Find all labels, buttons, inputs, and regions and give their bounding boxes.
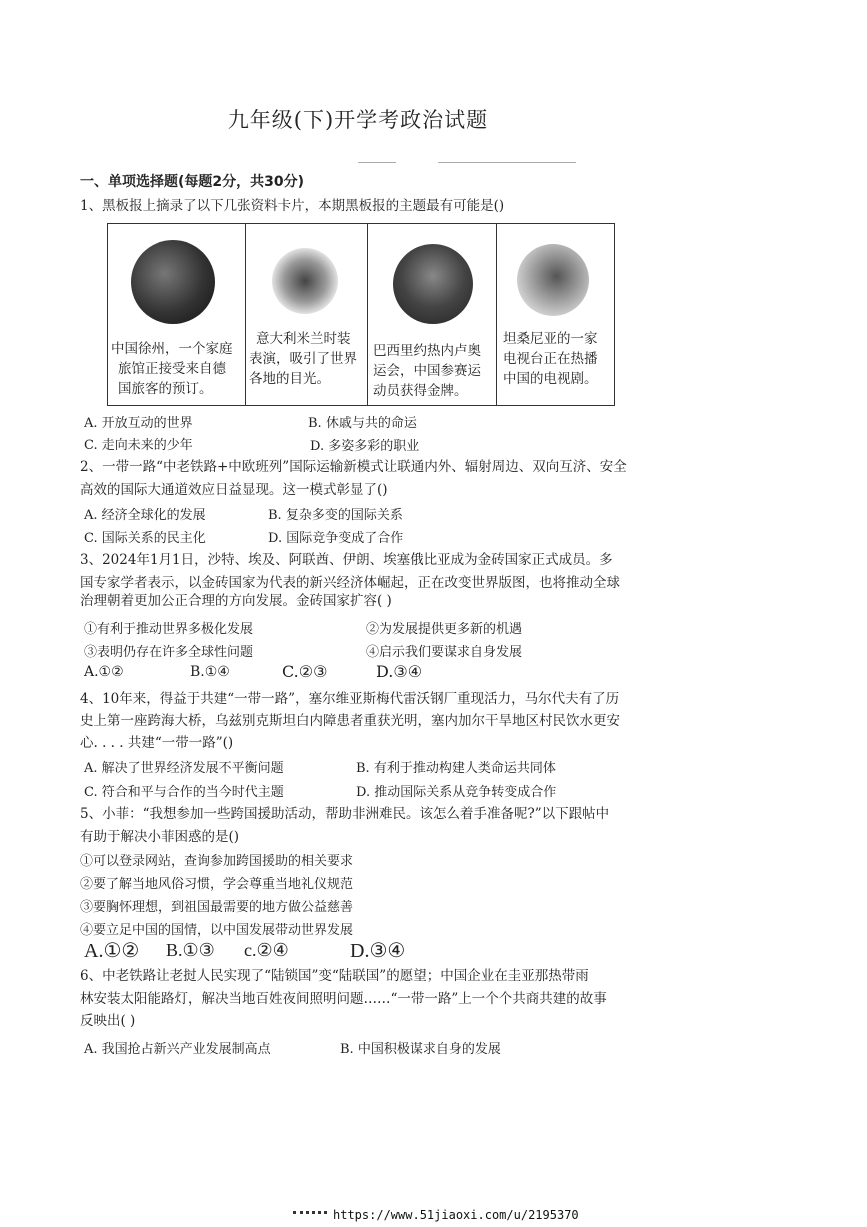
- card-3: [368, 224, 497, 405]
- q2-stem-line-1: 2、一带一路“中老铁路+中欧班列”国际运输新模式让联通内外、辐射周边、双向互济、安全: [80, 459, 627, 475]
- q1-option-a: A. 开放互动的世界: [84, 416, 193, 431]
- q1-option-c: C. 走向未来的少年: [84, 438, 193, 453]
- q3-item-4: ④启示我们要谋求自身发展: [366, 645, 523, 660]
- q3-stem-line-2: 国专家学者表示，以金砖国家为代表的新兴经济体崛起，正在改变世界版图，也将推动全球: [80, 575, 620, 591]
- card-2-line-1: 意大利米兰时装: [256, 331, 351, 347]
- card-1-photo: [131, 240, 215, 324]
- q4-stem-line-1: 4、10年来，得益于共建“一带一路”，塞尔维亚斯梅代雷沃钢厂重现活力，马尔代夫有了历: [80, 691, 620, 707]
- card-1: [108, 224, 246, 405]
- q2-option-a: A. 经济全球化的发展: [84, 508, 206, 523]
- q5-option-c: c.②④: [244, 940, 289, 960]
- card-2: [246, 224, 368, 405]
- card-3-line-3: 动员获得金牌。: [373, 383, 468, 399]
- q3-item-2: ②为发展提供更多新的机遇: [366, 622, 523, 637]
- divider-short: [358, 162, 396, 163]
- q2-option-d: D. 国际竞争变成了合作: [268, 531, 404, 546]
- q3-option-c: C.②③: [282, 662, 328, 681]
- q4-option-b: B. 有利于推动构建人类命运共同体: [356, 761, 556, 776]
- q4-option-c: C. 符合和平与合作的当今时代主题: [84, 785, 284, 800]
- q5-stem-line-2: 有助于解决小菲困惑的是(): [80, 829, 240, 845]
- card-2-photo: [272, 248, 338, 314]
- card-4-line-1: 坦桑尼亚的一家: [503, 331, 598, 347]
- q2-option-b: B. 复杂多变的国际关系: [268, 508, 403, 523]
- q1-option-d: D. 多姿多彩的职业: [310, 439, 420, 454]
- q1-card-table: [107, 223, 615, 406]
- q3-option-a: A.①②: [84, 664, 124, 680]
- card-4: [497, 224, 612, 405]
- q3-item-3: ③表明仍存在许多全球性问题: [84, 645, 254, 660]
- divider-long: [438, 162, 576, 163]
- q4-stem-line-3: 心. . . . 共建“一带一路”(): [80, 735, 234, 751]
- footer-url: [293, 1208, 579, 1222]
- q6-stem-line-3: 反映出( ): [80, 1013, 136, 1029]
- q5-item-1: ①可以登录网站，查询参加跨国援助的相关要求: [80, 854, 354, 869]
- q3-item-1: ①有利于推动世界多极化发展: [84, 622, 254, 637]
- card-2-line-2: 表演，吸引了世界: [249, 351, 357, 367]
- page-title: 九年级(下)开学考政治试题: [227, 108, 489, 132]
- card-4-photo: [517, 244, 589, 316]
- q6-stem-line-2: 林安装太阳能路灯，解决当地百姓夜间照明问题……“一带一路”上一个个共商共建的故事: [80, 991, 607, 1007]
- q5-option-d: D.③④: [350, 940, 406, 962]
- watermark-logo-icon: [293, 1211, 327, 1220]
- q3-stem-line-3: 治理朝着更加公正合理的方向发展。金砖国家扩容( ): [80, 593, 392, 609]
- card-4-line-2: 电视台正在热播: [503, 351, 598, 367]
- q1-stem: 1、黑板报上摘录了以下几张资料卡片，本期黑板报的主题最有可能是(): [80, 198, 505, 214]
- q5-option-b: B.①③: [166, 940, 215, 960]
- q5-item-4: ④要立足中国的国情，以中国发展带动世界发展: [80, 923, 354, 938]
- footer-link[interactable]: https://www.51jiaoxi.com/u/2195370: [333, 1208, 579, 1222]
- q6-stem-line-1: 6、中老铁路让老挝人民实现了“陆锁国”变“陆联国”的愿望；中国企业在圭亚那热带雨: [80, 968, 589, 984]
- q5-option-a: A.①②: [84, 940, 140, 962]
- q2-stem-line-2: 高效的国际大通道效应日益显现。这一模式彰显了(): [80, 482, 388, 498]
- q4-stem-line-2: 史上第一座跨海大桥，乌兹别克斯坦白内障患者重获光明，塞内加尔干旱地区村民饮水更安: [80, 713, 620, 729]
- card-3-line-2: 运会，中国参赛运: [373, 363, 481, 379]
- q4-option-d: D. 推动国际关系从竞争转变成合作: [356, 785, 557, 800]
- q5-item-3: ③要胸怀理想，到祖国最需要的地方做公益慈善: [80, 900, 354, 915]
- q3-option-b: B.①④: [190, 664, 230, 680]
- card-4-line-3: 中国的电视剧。: [503, 371, 598, 387]
- card-2-line-3: 各地的目光。: [249, 371, 330, 387]
- q5-stem-line-1: 5、小菲：“我想参加一些跨国援助活动，帮助非洲难民。该怎么着手准备呢?”以下跟帖中: [80, 806, 610, 822]
- card-1-line-2: 旅馆正接受来自德: [118, 361, 226, 377]
- q1-option-b: B. 休戚与共的命运: [308, 416, 417, 431]
- card-3-line-1: 巴西里约热内卢奥: [373, 343, 481, 359]
- card-1-line-1: 中国徐州，一个家庭: [111, 341, 233, 357]
- card-1-line-3: 国旅客的预订。: [118, 381, 213, 397]
- q6-option-b: B. 中国积极谋求自身的发展: [340, 1042, 501, 1057]
- card-3-photo: [393, 244, 473, 324]
- q5-item-2: ②要了解当地风俗习惯，学会尊重当地礼仪规范: [80, 877, 354, 892]
- q3-option-d: D.③④: [376, 662, 423, 681]
- q3-stem-line-1: 3、2024年1月1日，沙特、埃及、阿联酋、伊朗、埃塞俄比亚成为金砖国家正式成员。多: [80, 552, 613, 568]
- q2-option-c: C. 国际关系的民主化: [84, 531, 206, 546]
- section-heading: 一、单项选择题(每题2分，共30分): [80, 174, 305, 190]
- q4-option-a: A. 解决了世界经济发展不平衡问题: [84, 761, 284, 776]
- q6-option-a: A. 我国抢占新兴产业发展制高点: [84, 1042, 271, 1057]
